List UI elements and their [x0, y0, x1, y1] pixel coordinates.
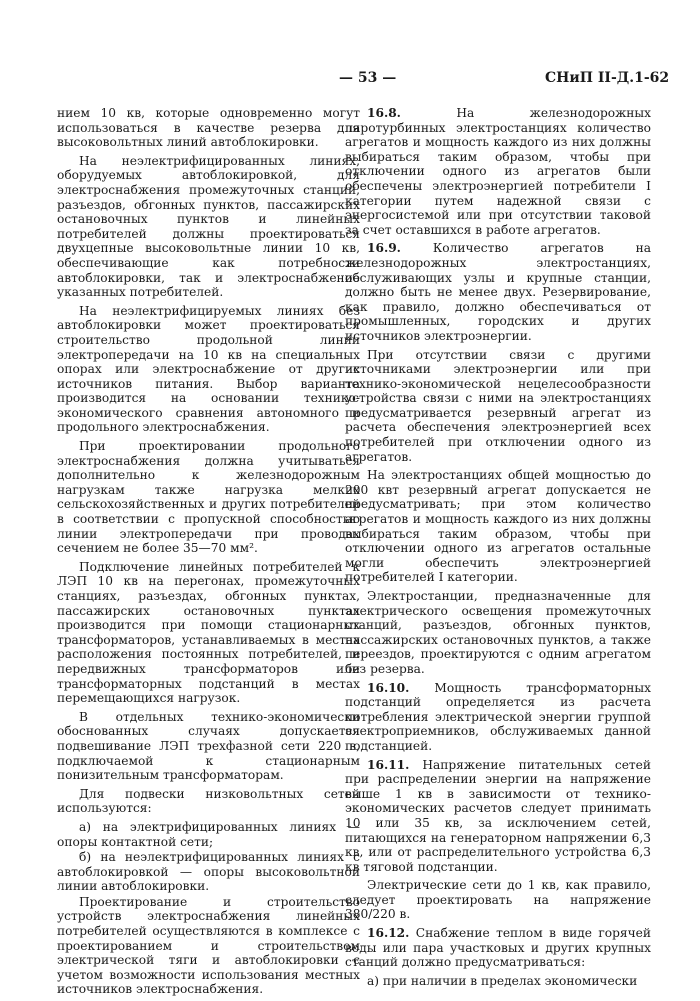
paragraph: Проектирование и строительство устройств электроснабжения линейных потребителей осуществляются в комплексе с проектированием и строительством электрической тяги и автоблокировки с учетом возможности использования местных источников электроснабжения. — [57, 894, 360, 997]
section-16-8 — [345, 106, 651, 237]
paragraph: На неэлектрифицированных линиях, оборудуемых автоблокировкой, для электроснабжения промежуточных станций, разъездов, обгонных пунктов, пассажирских остановочных пунктов и линейных потребителей должны проектироваться двухцепные высоковольтные линии 10 кв, обеспечивающие как потребности автоблокировки, так и электроснабжение указанных потребителей. — [57, 153, 360, 300]
paragraph: При проектировании продольного электроснабжения должна учитываться дополнительно к железнодорожным нагрузкам также нагрузка мелких сельскохозяйственных и других потребителей в соответствии с пропускной способностью линии электропередачи при проводах сечением не более 35—70 мм². — [57, 439, 360, 556]
paragraph: Электрические сети до 1 кв, как правило, следует проектировать на напряжение 380/220 в. — [345, 878, 651, 922]
section-16-10 — [345, 681, 651, 754]
paragraph: Подключение линейных потребителей к ЛЭП 10 кв на перегонах, промежуточных станциях, разъездах, обгонных пунктах, пассажирских остановочных пунктах производится при помощи стационарных трансформаторов, устанавливаемых в местах расположения постоянных потребителей, и передвижных трансформаторов или трансформаторных подстанций в местах перемещающихся нагрузок. — [57, 559, 360, 706]
page-header — [0, 70, 700, 92]
section-number: 16.12. — [367, 926, 410, 941]
list-item: а) при наличии в пределах экономически — [367, 973, 638, 988]
paragraph: Электростанции, предназначенные для электрического освещения промежуточных станций, разъездов, обгонных пунктов, пассажирских остановочных пунктов, а также переездов, проектируются с одним агрегатом без резерва. — [345, 589, 651, 676]
right-column — [345, 106, 651, 989]
section-number: 16.9. — [367, 241, 401, 256]
section-text: Напряжение питательных сетей при распределении энергии на напряжение выше 1 кв в зависимости от технико-экономических расчетов следует принимать 10 или 35 кв, за исключением сетей, питающихся на генераторном напряжении 6,3 кв, или от распределительного устройства 6,3 кв тяговой подстанции. — [345, 757, 651, 874]
paragraph: Для подвески низковольтных сетей используются: — [57, 786, 360, 816]
document-code: СНиП II-Д.1-62 — [545, 70, 670, 86]
section-text: На железнодорожных паротурбинных электростанциях количество агрегатов и мощность каждого из них должны выбираться таким образом, чтобы при отключении одного из агрегатов были обеспечены электроэнергией потребители I категории путем надежной связи с энергосистемой или при отсутствии таковой за счет оставшихся в работе агрегатов. — [345, 106, 651, 237]
section-text: Снабжение теплом в виде горячей воды или пара участковых и других крупных станций должно предусматриваться: — [345, 926, 651, 970]
section-16-12 — [345, 926, 651, 970]
section-number: 16.8. — [367, 106, 401, 120]
paragraph: На неэлектрифицируемых линиях без автоблокировки может проектироваться строительство продольной линии электропередачи на 10 кв на специальных опорах или электроснабжение от других источников питания. Выбор варианта производится на основании технико-экономического сравнения автономного и продольного электроснабжения. — [57, 303, 360, 435]
section-16-11 — [345, 758, 651, 875]
paragraph: нием 10 кв, которые одновременно могут использоваться в качестве резерва для высоковольтных линий автоблокировки. — [57, 106, 360, 150]
section-16-9 — [345, 241, 651, 343]
paragraph: При отсутствии связи с другими источниками электроэнергии или при технико-экономической нецелесообразности устройства связи с ними на электростанциях предусматривается резервный агрегат из расчета обеспечения электроэнергией всех потребителей при отключении одного из агрегатов. — [345, 347, 651, 464]
left-column — [57, 106, 360, 1001]
section-number: 16.10. — [367, 680, 410, 695]
section-text: Количество агрегатов на железнодорожных электростанциях, обслуживающих узлы и крупные станции, должно быть не менее двух. Резервирование, как правило, должно обеспечиваться от промышленных, городских и других источников электроэнергии. — [345, 241, 651, 343]
list-item: б) на неэлектрифицированных линиях с автоблокировкой — опоры высоковольтной линии автоблокировки. — [57, 850, 360, 894]
paragraph: В отдельных технико-экономически обоснованных случаях допускается подвешивание ЛЭП трехфазной сети 220 в, подключаемой к стационарным понизительным трансформаторам. — [57, 709, 360, 783]
page-number: — 53 — — [339, 70, 397, 86]
section-text: Мощность трансформаторных подстанций определяется из расчета потребления электрической энергии группой электроприемников, обслуживаемых данной подстанцией. — [345, 680, 651, 753]
list-item: а) на электрифицированных линиях — опоры контактной сети; — [57, 819, 360, 849]
section-number: 16.11. — [367, 757, 410, 772]
paragraph: На электростанциях общей мощностью до 200 квт резервный агрегат допускается не предусматривать; при этом количество агрегатов и мощность каждого из них должны выбираться таким образом, чтобы при отключении одного из агрегатов остальные могли обеспечить электроэнергией потребителей I категории. — [345, 468, 651, 585]
